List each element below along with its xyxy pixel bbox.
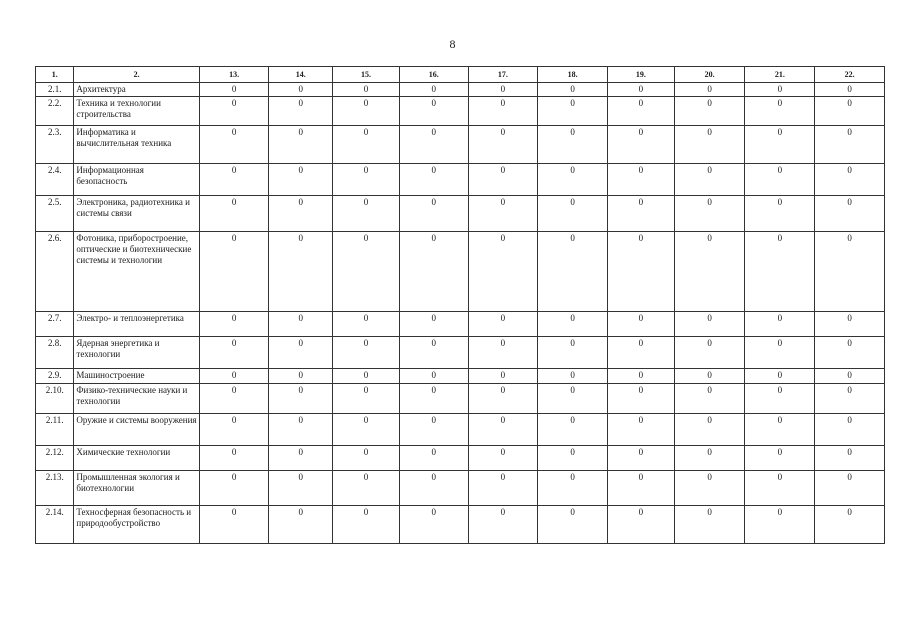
value-cell: 0 — [745, 471, 815, 506]
value-cell: 0 — [333, 83, 400, 97]
value-cell: 0 — [269, 446, 333, 471]
value-cell: 0 — [199, 446, 269, 471]
value-cell: 0 — [468, 97, 538, 126]
value-cell: 0 — [468, 414, 538, 446]
table-row — [36, 196, 885, 232]
value-cell: 0 — [745, 446, 815, 471]
value-cell: 0 — [269, 83, 333, 97]
value-cell: 0 — [468, 369, 538, 384]
value-cell: 0 — [538, 446, 608, 471]
row-number: 2.13. — [36, 471, 74, 506]
value-cell: 0 — [269, 369, 333, 384]
value-cell: 0 — [468, 232, 538, 312]
value-cell: 0 — [608, 83, 675, 97]
value-cell: 0 — [399, 446, 468, 471]
row-number: 2.1. — [36, 83, 74, 97]
value-cell: 0 — [199, 337, 269, 369]
row-name: Техника и технологии строительства — [74, 97, 199, 126]
value-cell: 0 — [745, 369, 815, 384]
value-cell: 0 — [538, 312, 608, 337]
value-cell: 0 — [745, 126, 815, 164]
value-cell: 0 — [399, 337, 468, 369]
value-cell: 0 — [269, 506, 333, 544]
value-cell: 0 — [674, 337, 745, 369]
value-cell: 0 — [269, 97, 333, 126]
value-cell: 0 — [199, 196, 269, 232]
value-cell: 0 — [399, 83, 468, 97]
value-cell: 0 — [333, 369, 400, 384]
value-cell: 0 — [608, 232, 675, 312]
column-header: 17. — [468, 67, 538, 83]
value-cell: 0 — [399, 414, 468, 446]
value-cell: 0 — [269, 164, 333, 196]
row-number: 2.9. — [36, 369, 74, 384]
value-cell: 0 — [199, 97, 269, 126]
value-cell: 0 — [538, 337, 608, 369]
value-cell: 0 — [674, 196, 745, 232]
column-header: 18. — [538, 67, 608, 83]
value-cell: 0 — [333, 97, 400, 126]
value-cell: 0 — [333, 196, 400, 232]
row-name: Промышленная экология и биотехнологии — [74, 471, 199, 506]
value-cell: 0 — [468, 196, 538, 232]
value-cell: 0 — [815, 384, 885, 414]
row-number: 2.10. — [36, 384, 74, 414]
row-name: Архитектура — [74, 83, 199, 97]
row-number: 2.7. — [36, 312, 74, 337]
value-cell: 0 — [745, 164, 815, 196]
value-cell: 0 — [199, 384, 269, 414]
table-body — [36, 83, 885, 544]
row-name: Оружие и системы вооружения — [74, 414, 199, 446]
value-cell: 0 — [538, 164, 608, 196]
value-cell: 0 — [674, 446, 745, 471]
value-cell: 0 — [608, 384, 675, 414]
table-row — [36, 414, 885, 446]
column-header: 13. — [199, 67, 269, 83]
value-cell: 0 — [333, 337, 400, 369]
value-cell: 0 — [333, 312, 400, 337]
value-cell: 0 — [538, 97, 608, 126]
value-cell: 0 — [674, 164, 745, 196]
row-number: 2.5. — [36, 196, 74, 232]
page-number: 8 — [449, 37, 456, 51]
column-header: 2. — [74, 67, 199, 83]
value-cell: 0 — [608, 97, 675, 126]
table-row — [36, 471, 885, 506]
value-cell: 0 — [269, 232, 333, 312]
table-row — [36, 446, 885, 471]
value-cell: 0 — [199, 312, 269, 337]
value-cell: 0 — [674, 126, 745, 164]
table-row — [36, 312, 885, 337]
value-cell: 0 — [674, 312, 745, 337]
row-number: 2.6. — [36, 232, 74, 312]
value-cell: 0 — [608, 337, 675, 369]
row-name: Информационная безопасность — [74, 164, 199, 196]
value-cell: 0 — [269, 312, 333, 337]
value-cell: 0 — [333, 232, 400, 312]
row-name: Машиностроение — [74, 369, 199, 384]
value-cell: 0 — [468, 312, 538, 337]
value-cell: 0 — [608, 506, 675, 544]
value-cell: 0 — [674, 232, 745, 312]
row-name: Физико-технические науки и технологии — [74, 384, 199, 414]
column-header: 19. — [608, 67, 675, 83]
value-cell: 0 — [815, 369, 885, 384]
row-number: 2.11. — [36, 414, 74, 446]
value-cell: 0 — [745, 312, 815, 337]
value-cell: 0 — [468, 164, 538, 196]
value-cell: 0 — [468, 506, 538, 544]
table-header-row — [36, 67, 885, 83]
value-cell: 0 — [745, 384, 815, 414]
row-name: Ядерная энергетика и технологии — [74, 337, 199, 369]
value-cell: 0 — [199, 506, 269, 544]
value-cell: 0 — [333, 446, 400, 471]
value-cell: 0 — [674, 97, 745, 126]
value-cell: 0 — [815, 232, 885, 312]
value-cell: 0 — [399, 232, 468, 312]
value-cell: 0 — [538, 83, 608, 97]
value-cell: 0 — [538, 414, 608, 446]
value-cell: 0 — [815, 446, 885, 471]
column-header: 21. — [745, 67, 815, 83]
value-cell: 0 — [608, 312, 675, 337]
table-row — [36, 369, 885, 384]
value-cell: 0 — [199, 164, 269, 196]
row-number: 2.3. — [36, 126, 74, 164]
value-cell: 0 — [538, 126, 608, 164]
value-cell: 0 — [815, 126, 885, 164]
table-row — [36, 232, 885, 312]
column-header: 20. — [674, 67, 745, 83]
value-cell: 0 — [333, 126, 400, 164]
value-cell: 0 — [745, 506, 815, 544]
value-cell: 0 — [608, 164, 675, 196]
value-cell: 0 — [608, 126, 675, 164]
value-cell: 0 — [815, 337, 885, 369]
row-number: 2.8. — [36, 337, 74, 369]
row-name: Информатика и вычислительная техника — [74, 126, 199, 164]
row-name: Электро- и теплоэнергетика — [74, 312, 199, 337]
value-cell: 0 — [674, 384, 745, 414]
value-cell: 0 — [468, 83, 538, 97]
row-number: 2.12. — [36, 446, 74, 471]
column-header: 16. — [399, 67, 468, 83]
value-cell: 0 — [468, 446, 538, 471]
value-cell: 0 — [468, 126, 538, 164]
value-cell: 0 — [468, 384, 538, 414]
value-cell: 0 — [674, 506, 745, 544]
row-number: 2.4. — [36, 164, 74, 196]
row-name: Фотоника, приборостроение, оптические и биотехнические системы и технологии — [74, 232, 199, 312]
value-cell: 0 — [745, 97, 815, 126]
table-row — [36, 164, 885, 196]
value-cell: 0 — [745, 196, 815, 232]
value-cell: 0 — [269, 337, 333, 369]
value-cell: 0 — [399, 369, 468, 384]
value-cell: 0 — [538, 196, 608, 232]
value-cell: 0 — [333, 164, 400, 196]
value-cell: 0 — [269, 471, 333, 506]
value-cell: 0 — [538, 232, 608, 312]
value-cell: 0 — [745, 232, 815, 312]
value-cell: 0 — [399, 97, 468, 126]
value-cell: 0 — [815, 196, 885, 232]
value-cell: 0 — [199, 83, 269, 97]
table-row — [36, 506, 885, 544]
value-cell: 0 — [538, 471, 608, 506]
value-cell: 0 — [745, 414, 815, 446]
value-cell: 0 — [468, 337, 538, 369]
row-name: Электроника, радиотехника и системы связи — [74, 196, 199, 232]
column-header: 15. — [333, 67, 400, 83]
value-cell: 0 — [333, 471, 400, 506]
value-cell: 0 — [815, 164, 885, 196]
value-cell: 0 — [608, 446, 675, 471]
value-cell: 0 — [333, 414, 400, 446]
value-cell: 0 — [269, 384, 333, 414]
value-cell: 0 — [399, 384, 468, 414]
value-cell: 0 — [269, 414, 333, 446]
value-cell: 0 — [199, 471, 269, 506]
value-cell: 0 — [199, 369, 269, 384]
value-cell: 0 — [399, 196, 468, 232]
value-cell: 0 — [538, 369, 608, 384]
table-row — [36, 384, 885, 414]
value-cell: 0 — [199, 126, 269, 164]
value-cell: 0 — [674, 369, 745, 384]
value-cell: 0 — [608, 196, 675, 232]
table-row — [36, 337, 885, 369]
table-row — [36, 83, 885, 97]
column-header: 14. — [269, 67, 333, 83]
value-cell: 0 — [608, 471, 675, 506]
row-name: Химические технологии — [74, 446, 199, 471]
table-row — [36, 97, 885, 126]
row-name: Техносферная безопасность и природообустройство — [74, 506, 199, 544]
value-cell: 0 — [745, 83, 815, 97]
value-cell: 0 — [815, 506, 885, 544]
value-cell: 0 — [538, 506, 608, 544]
value-cell: 0 — [538, 384, 608, 414]
value-cell: 0 — [399, 126, 468, 164]
value-cell: 0 — [815, 471, 885, 506]
column-header: 22. — [815, 67, 885, 83]
value-cell: 0 — [674, 83, 745, 97]
value-cell: 0 — [745, 337, 815, 369]
value-cell: 0 — [199, 232, 269, 312]
value-cell: 0 — [399, 506, 468, 544]
value-cell: 0 — [674, 471, 745, 506]
value-cell: 0 — [399, 471, 468, 506]
column-header: 1. — [36, 67, 74, 83]
table-row — [36, 126, 885, 164]
value-cell: 0 — [608, 414, 675, 446]
data-table — [35, 66, 885, 544]
value-cell: 0 — [468, 471, 538, 506]
value-cell: 0 — [815, 414, 885, 446]
value-cell: 0 — [815, 312, 885, 337]
row-number: 2.14. — [36, 506, 74, 544]
value-cell: 0 — [674, 414, 745, 446]
value-cell: 0 — [333, 384, 400, 414]
value-cell: 0 — [399, 164, 468, 196]
value-cell: 0 — [399, 312, 468, 337]
value-cell: 0 — [269, 126, 333, 164]
row-number: 2.2. — [36, 97, 74, 126]
value-cell: 0 — [333, 506, 400, 544]
value-cell: 0 — [608, 369, 675, 384]
value-cell: 0 — [269, 196, 333, 232]
value-cell: 0 — [199, 414, 269, 446]
value-cell: 0 — [815, 97, 885, 126]
value-cell: 0 — [815, 83, 885, 97]
